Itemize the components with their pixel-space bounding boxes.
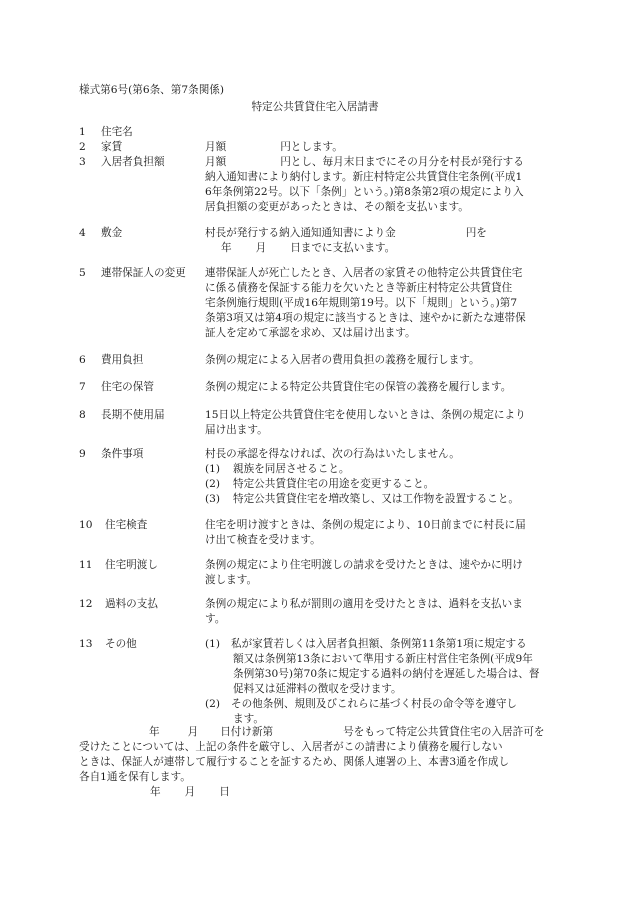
item-label: 条件事項 <box>101 448 144 460</box>
body-line: す。 <box>205 613 226 625</box>
sub-number: (1) <box>205 463 221 475</box>
permit-day-number-prefix: 日付け新第 <box>220 726 274 738</box>
item-label: 入居者負担額 <box>101 156 165 168</box>
sign-year: 年 <box>150 786 161 798</box>
other-2 <box>205 697 557 727</box>
item-label: 過料の支払 <box>105 598 158 610</box>
sign-day: 日 <box>219 786 230 798</box>
item-body <box>205 597 557 627</box>
monthly-label: 月額 <box>205 156 227 168</box>
monthly-label: 月額 <box>205 141 227 153</box>
item-label: その他 <box>105 638 137 650</box>
item-body <box>205 518 557 548</box>
deposit-yen-text: 円を <box>465 227 487 239</box>
body-line: 連帯保証人が死亡したとき、入居者の家賃その他特定公共賃貸住宅 <box>205 267 523 279</box>
item-number: 6 <box>79 354 86 366</box>
item-number: 10 <box>79 519 93 531</box>
item-body <box>205 408 557 438</box>
closing-line: 各自1通を保有します。 <box>79 771 191 783</box>
item-body <box>205 353 557 368</box>
condition-1 <box>205 462 557 477</box>
sub-text: 親族を同居させること。 <box>233 463 350 475</box>
sub-number: (3) <box>205 493 221 505</box>
item-body <box>205 155 557 215</box>
item-number: 9 <box>79 448 86 460</box>
body-line: 届け出ます。 <box>205 424 268 436</box>
body-line: 15日以上特定公共賃貸住宅を使用しないときは、条例の規定により <box>205 409 526 421</box>
item-number: 2 <box>79 141 86 153</box>
item-label: 住宅名 <box>101 126 133 138</box>
rent-yen-text: 円とします。 <box>280 141 343 153</box>
item-label: 住宅明渡し <box>105 559 158 571</box>
item-label: 長期不使用届 <box>101 409 165 421</box>
closing-line: 受けたことについては、上記の条件を厳守し、入居者がこの請書により債務を履行しない <box>79 741 503 753</box>
item-label: 住宅の保管 <box>101 381 154 393</box>
body-line: 私が家賃若しくは入居者負担額、条例第11条第1項に規定する <box>231 638 527 650</box>
sub-number: (1) <box>205 638 221 650</box>
item-number: 5 <box>79 267 86 279</box>
item-body <box>205 140 557 155</box>
body-line: に係る債務を保証する能力を欠いたとき等新庄村特定公共賃貸住 <box>205 282 513 294</box>
body-line: 宅条例施行規則(平成16年規則第19号。以下「規則」という。)第7 <box>205 297 518 309</box>
item-label: 敷金 <box>101 227 123 239</box>
item-body <box>205 558 557 588</box>
body-line: 渡します。 <box>205 574 258 586</box>
item-number: 7 <box>79 381 86 393</box>
closing-line: ときは、保証人が連帯して履行することを証するため、関係人連署の上、本書3通を作成し <box>79 756 510 768</box>
body-line: け出て検査を受けます。 <box>205 534 321 546</box>
permit-year: 年 <box>149 726 160 738</box>
item-number: 12 <box>79 598 93 610</box>
body-line: その他条例、規則及びこれらに基づく村長の命令等を遵守し <box>231 698 518 710</box>
form-number: 様式第6号(第6条、第7条関係) <box>79 84 225 96</box>
sign-month: 月 <box>184 786 196 798</box>
item-body <box>205 226 557 256</box>
item-body <box>205 637 557 727</box>
sub-text: 特定公共賃貸住宅を増改築し、又は工作物を設置すること。 <box>233 493 520 505</box>
item-number: 13 <box>79 638 93 650</box>
body-line: 居負担額の変更があったときは、その額を支払います。 <box>205 201 469 213</box>
body-line: 6年条例第22号。以下「条例」という。)第8条第2項の規定により入 <box>205 186 524 198</box>
deposit-day-text: 日までに支払います。 <box>290 242 396 254</box>
sub-text: 特定公共賃貸住宅の用途を変更すること。 <box>233 478 435 490</box>
body-line: 条例の規定による入居者の費用負担の義務を履行します。 <box>205 354 480 366</box>
body-line: 額又は条例第13条において準用する新庄村営住宅条例(平成9年 <box>233 653 533 665</box>
item-body <box>205 447 557 507</box>
body-line: 村長の承認を得なければ、次の行為はいたしません。 <box>205 448 460 460</box>
condition-2 <box>205 477 557 492</box>
body-line: 条例第30号)第70条に規定する過料の納付を遅延した場合は、督 <box>233 668 540 680</box>
body-line: 促料又は延滞料の徴収を受けます。 <box>233 683 402 695</box>
body-line: 村長が発行する納入通知通知書により金 <box>205 227 396 239</box>
permit-month: 月 <box>187 726 199 738</box>
condition-3 <box>205 492 557 507</box>
body-line: 納入通知書により納付します。新庄村特定公共賃貸住宅条例(平成1 <box>205 171 523 183</box>
body-line: ます。 <box>233 713 264 725</box>
closing-paragraph <box>79 725 557 785</box>
signing-date <box>150 785 230 800</box>
item-label: 費用負担 <box>101 354 144 366</box>
body-line: 条例の規定により私が罰則の適用を受けたときは、過料を支払いま <box>205 598 523 610</box>
item-body <box>205 380 557 395</box>
sub-number: (2) <box>205 478 221 490</box>
permit-number-suffix: 号をもって特定公共賃貸住宅の入居許可を <box>343 726 545 738</box>
body-line: 円とし、毎月末日までにその月分を村長が発行する <box>280 156 524 168</box>
body-line: 条例の規定により住宅明渡しの請求を受けたときは、速やかに明け <box>205 559 523 571</box>
body-line: 条例の規定による特定公共賃貸住宅の保管の義務を履行します。 <box>205 381 512 393</box>
item-number: 3 <box>79 156 86 168</box>
sub-number: (2) <box>205 698 221 710</box>
body-line: 住宅を明け渡すときは、条例の規定により、10日前までに村長に届 <box>205 519 526 531</box>
deposit-month: 月 <box>255 242 267 254</box>
body-line: 証人を定めて承認を求め、又は届け出ます。 <box>205 327 416 339</box>
other-1 <box>205 637 557 697</box>
item-label: 家賃 <box>101 141 123 153</box>
item-label: 連帯保証人の変更 <box>101 267 186 279</box>
item-body <box>205 266 557 341</box>
document-title: 特定公共賃貸住宅入居請書 <box>251 101 379 113</box>
item-number: 8 <box>79 409 86 421</box>
item-number: 11 <box>79 559 93 571</box>
item-number: 4 <box>79 227 86 239</box>
item-label: 住宅検査 <box>105 519 148 531</box>
item-number: 1 <box>79 126 86 138</box>
deposit-year: 年 <box>221 242 232 254</box>
body-line: 条第3項又は第4項の規定に該当するときは、速やかに新たな連帯保 <box>205 312 526 324</box>
